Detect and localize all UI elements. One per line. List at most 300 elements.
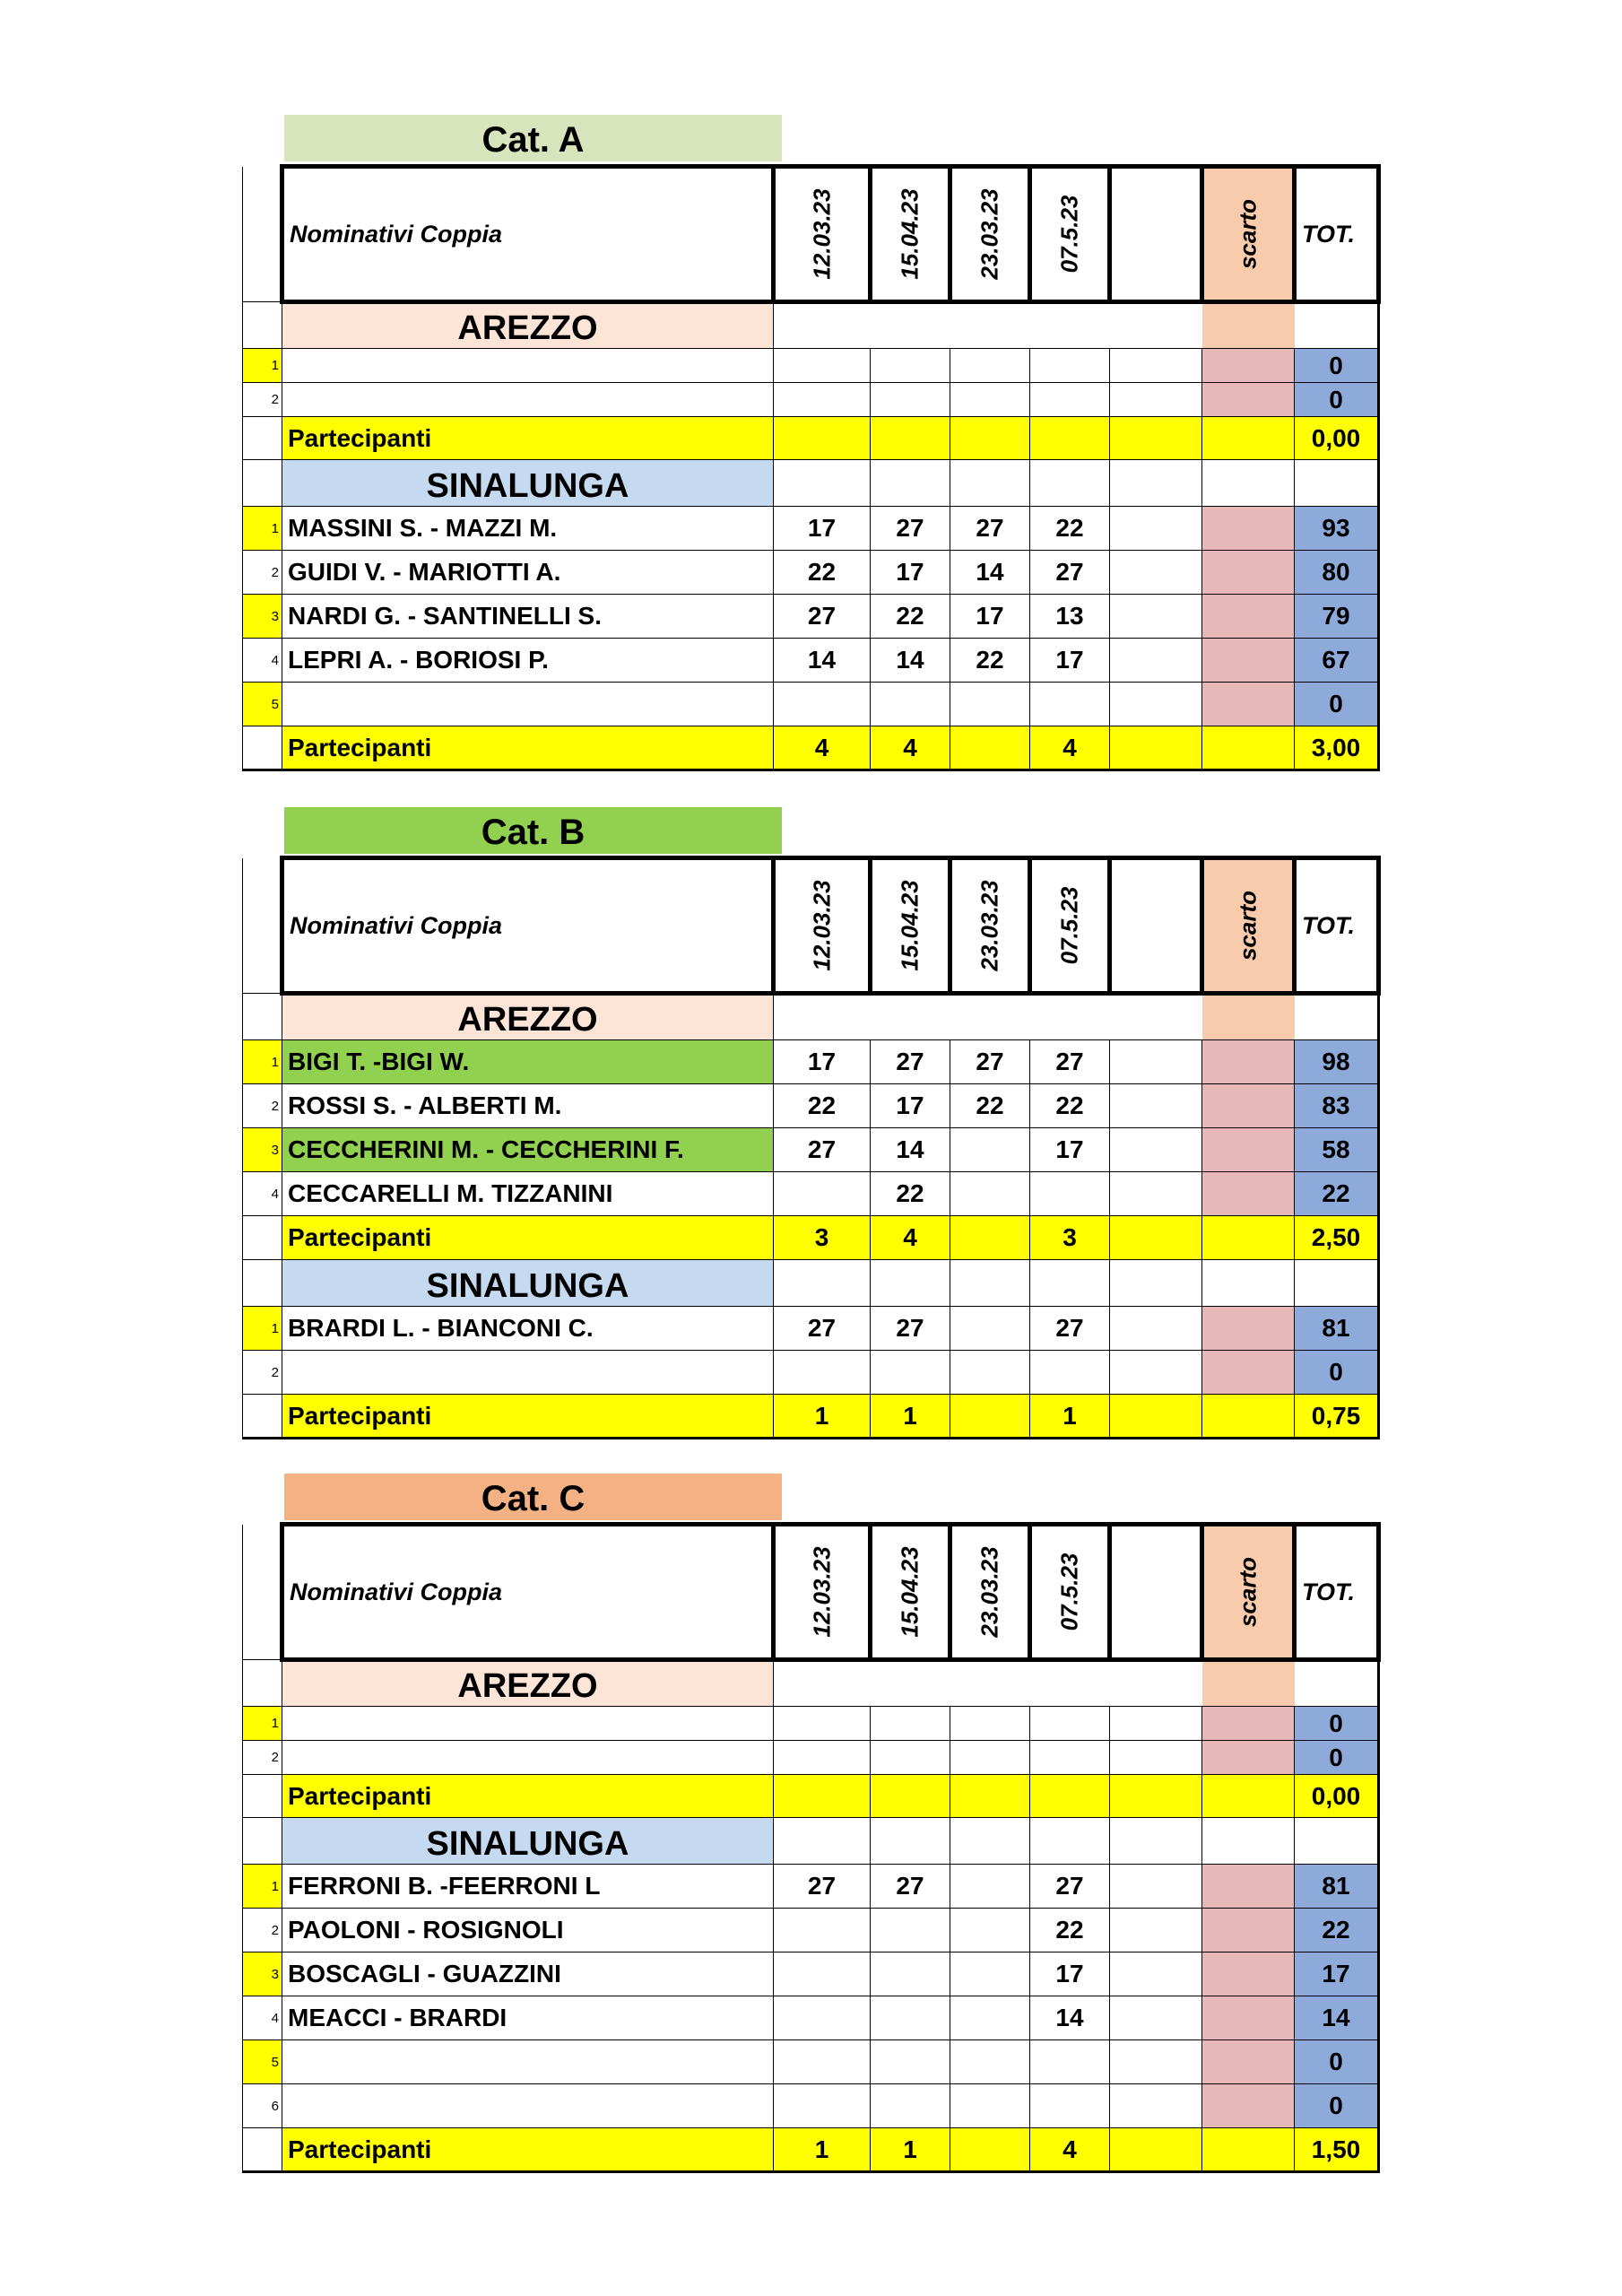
scarto-cell [1202, 1216, 1295, 1260]
row-number-cell [243, 460, 282, 507]
row-number: 4 [243, 1172, 282, 1216]
row-number-cell [243, 417, 282, 460]
scarto-cell [1202, 507, 1295, 551]
pair-name: BOSCAGLI - GUAZZINI [282, 1952, 774, 1996]
participant-total: 0,75 [1295, 1395, 1379, 1439]
tot-column-header: TOT. [1295, 1525, 1379, 1660]
pair-name [282, 1351, 774, 1395]
scarto-cell [1202, 1660, 1295, 1707]
score-cell: 27 [774, 1307, 871, 1351]
empty-cell [1110, 994, 1202, 1040]
group-name: SINALUNGA [282, 1818, 774, 1865]
empty-cell [774, 1260, 871, 1307]
score-cell [950, 383, 1030, 417]
category-table [242, 164, 1381, 771]
score-cell [871, 2040, 950, 2084]
scarto-cell [1202, 639, 1295, 683]
row-number-cell [243, 1775, 282, 1818]
tot-cell [1295, 1818, 1379, 1865]
score-cell [1110, 683, 1202, 726]
scarto-column-header [1202, 167, 1295, 302]
empty-cell [950, 1818, 1030, 1865]
empty-cell [1030, 1818, 1110, 1865]
score-cell [1110, 551, 1202, 595]
participant-count [774, 1775, 871, 1818]
score-cell [1030, 1172, 1110, 1216]
score-cell: 27 [950, 1040, 1030, 1084]
score-cell [1110, 1909, 1202, 1952]
total-cell: 22 [1295, 1909, 1379, 1952]
scarto-cell [1202, 1395, 1295, 1439]
pair-name [282, 1741, 774, 1775]
participant-count: 4 [774, 726, 871, 770]
score-cell [1110, 1952, 1202, 1996]
score-cell: 27 [871, 1307, 950, 1351]
category-title: Cat. B [284, 807, 782, 854]
participant-count: 4 [1030, 726, 1110, 770]
score-cell: 22 [871, 595, 950, 639]
category-title: Cat. C [284, 1474, 782, 1520]
pair-name: GUIDI V. - MARIOTTI A. [282, 551, 774, 595]
date-label: 12.03.23 [808, 1546, 835, 1638]
participant-count: 1 [774, 1395, 871, 1439]
participant-count [1110, 1395, 1202, 1439]
row-number-cell [243, 1660, 282, 1707]
group-header-row [243, 1818, 1379, 1865]
table-row [243, 1952, 1379, 1996]
empty-cell [950, 302, 1030, 349]
scarto-cell [1202, 595, 1295, 639]
scarto-cell [1202, 1128, 1295, 1172]
score-cell [774, 2084, 871, 2128]
date-column-header [950, 858, 1030, 994]
tot-cell [1295, 302, 1379, 349]
date-label: 07.5.23 [1055, 886, 1083, 965]
name-column-header: Nominativi Coppia [282, 167, 774, 302]
date-label: 12.03.23 [808, 188, 835, 280]
scarto-cell [1202, 1865, 1295, 1909]
score-cell: 17 [1030, 639, 1110, 683]
participant-count [1110, 726, 1202, 770]
empty-cell [1110, 460, 1202, 507]
score-cell: 22 [1030, 507, 1110, 551]
empty-cell [1110, 302, 1202, 349]
group-name: AREZZO [282, 1660, 774, 1707]
empty-cell [871, 1818, 950, 1865]
score-cell [774, 1996, 871, 2040]
row-number-cell [243, 1395, 282, 1439]
score-cell [1110, 1351, 1202, 1395]
score-cell [774, 1909, 871, 1952]
participant-count: 1 [871, 2128, 950, 2172]
row-number: 3 [243, 1952, 282, 1996]
score-cell: 14 [871, 1128, 950, 1172]
score-cell [774, 349, 871, 383]
row-number: 1 [243, 1040, 282, 1084]
row-number-cell [243, 994, 282, 1040]
table-row [243, 2084, 1379, 2128]
total-cell: 0 [1295, 683, 1379, 726]
participant-count [1030, 417, 1110, 460]
score-cell [950, 1865, 1030, 1909]
scarto-label: scarto [1234, 1556, 1262, 1628]
score-cell [1110, 1865, 1202, 1909]
empty-cell [774, 302, 871, 349]
score-cell: 17 [1030, 1952, 1110, 1996]
row-number-header [243, 167, 282, 302]
row-number: 1 [243, 1865, 282, 1909]
scarto-cell [1202, 2128, 1295, 2172]
table-row [243, 507, 1379, 551]
empty-cell [871, 994, 950, 1040]
score-cell: 22 [774, 551, 871, 595]
participant-count [950, 1775, 1030, 1818]
participant-count [1030, 1775, 1110, 1818]
score-cell: 27 [774, 595, 871, 639]
participant-count [950, 1216, 1030, 1260]
participant-count [871, 417, 950, 460]
score-cell: 27 [871, 1865, 950, 1909]
table-row [243, 1307, 1379, 1351]
score-cell: 27 [950, 507, 1030, 551]
partecipanti-row [243, 726, 1379, 770]
participant-count [950, 2128, 1030, 2172]
participant-count: 1 [871, 1395, 950, 1439]
category-title: Cat. A [284, 115, 782, 161]
score-cell: 27 [1030, 1307, 1110, 1351]
date-label: 15.04.23 [896, 1546, 924, 1638]
scarto-column-header [1202, 858, 1295, 994]
table-row [243, 1040, 1379, 1084]
group-name: SINALUNGA [282, 1260, 774, 1307]
score-cell [950, 349, 1030, 383]
table-row [243, 2040, 1379, 2084]
score-cell [1030, 683, 1110, 726]
total-cell: 0 [1295, 1351, 1379, 1395]
date-label: 12.03.23 [808, 880, 835, 971]
score-cell: 17 [774, 1040, 871, 1084]
score-cell [774, 383, 871, 417]
row-number: 1 [243, 507, 282, 551]
participant-count: 4 [871, 1216, 950, 1260]
score-cell [871, 1351, 950, 1395]
empty-cell [774, 460, 871, 507]
date-label: 15.04.23 [896, 188, 924, 280]
scarto-cell [1202, 1351, 1295, 1395]
score-cell [774, 1741, 871, 1775]
row-number-cell [243, 302, 282, 349]
participant-count [950, 726, 1030, 770]
empty-cell [774, 1818, 871, 1865]
scarto-label: scarto [1234, 890, 1262, 961]
score-cell [950, 1707, 1030, 1741]
empty-cell [1030, 460, 1110, 507]
table-row [243, 349, 1379, 383]
score-cell [950, 1909, 1030, 1952]
score-cell [1110, 2040, 1202, 2084]
date-label: 23.03.23 [976, 1546, 1003, 1638]
date-column-header [1030, 167, 1110, 302]
scarto-cell [1202, 994, 1295, 1040]
score-cell: 13 [1030, 595, 1110, 639]
score-cell [871, 1909, 950, 1952]
row-number: 2 [243, 383, 282, 417]
score-cell [1110, 1307, 1202, 1351]
participant-total: 3,00 [1295, 726, 1379, 770]
total-cell: 79 [1295, 595, 1379, 639]
score-cell: 17 [950, 595, 1030, 639]
score-cell [1030, 2084, 1110, 2128]
empty-cell [871, 302, 950, 349]
participant-total: 0,00 [1295, 417, 1379, 460]
total-cell: 67 [1295, 639, 1379, 683]
score-cell [1110, 507, 1202, 551]
total-cell: 14 [1295, 1996, 1379, 2040]
participant-count: 4 [871, 726, 950, 770]
scarto-cell [1202, 1996, 1295, 2040]
score-cell: 27 [1030, 551, 1110, 595]
scarto-cell [1202, 1260, 1295, 1307]
table-row [243, 639, 1379, 683]
partecipanti-label: Partecipanti [282, 2128, 774, 2172]
participant-count: 4 [1030, 2128, 1110, 2172]
row-number: 1 [243, 1707, 282, 1741]
row-number: 2 [243, 1084, 282, 1128]
row-number: 1 [243, 1307, 282, 1351]
header-row [243, 858, 1379, 994]
score-cell: 14 [774, 639, 871, 683]
total-cell: 0 [1295, 349, 1379, 383]
pair-name [282, 349, 774, 383]
empty-cell [871, 1660, 950, 1707]
partecipanti-row [243, 1395, 1379, 1439]
date-label: 07.5.23 [1055, 195, 1083, 274]
group-name: AREZZO [282, 994, 774, 1040]
table-row [243, 1865, 1379, 1909]
score-cell [950, 1996, 1030, 2040]
scarto-cell [1202, 2084, 1295, 2128]
scarto-cell [1202, 1775, 1295, 1818]
total-cell: 0 [1295, 2040, 1379, 2084]
pair-name: MEACCI - BRARDI [282, 1996, 774, 2040]
extra-column-header [1110, 1525, 1202, 1660]
row-number: 2 [243, 551, 282, 595]
partecipanti-label: Partecipanti [282, 417, 774, 460]
extra-column-header [1110, 858, 1202, 994]
participant-count [1110, 1775, 1202, 1818]
scarto-cell [1202, 1040, 1295, 1084]
scarto-cell [1202, 2040, 1295, 2084]
table-row [243, 1996, 1379, 2040]
date-column-header [774, 858, 871, 994]
category-table [242, 1522, 1381, 2173]
row-number: 1 [243, 349, 282, 383]
score-cell [774, 1172, 871, 1216]
scarto-cell [1202, 349, 1295, 383]
score-cell [774, 1952, 871, 1996]
score-cell [950, 1351, 1030, 1395]
participant-count [1110, 1216, 1202, 1260]
score-cell: 22 [1030, 1909, 1110, 1952]
score-cell: 22 [950, 639, 1030, 683]
score-cell: 22 [950, 1084, 1030, 1128]
total-cell: 0 [1295, 1741, 1379, 1775]
category-table [242, 856, 1381, 1439]
participant-count [950, 1395, 1030, 1439]
group-header-row [243, 1660, 1379, 1707]
group-name: AREZZO [282, 302, 774, 349]
pair-name: MASSINI S. - MAZZI M. [282, 507, 774, 551]
total-cell: 0 [1295, 383, 1379, 417]
pair-name: CECCHERINI M. - CECCHERINI F. [282, 1128, 774, 1172]
score-cell [871, 1707, 950, 1741]
score-cell [871, 349, 950, 383]
total-cell: 93 [1295, 507, 1379, 551]
score-cell [1110, 595, 1202, 639]
score-cell: 27 [1030, 1040, 1110, 1084]
score-cell [1110, 383, 1202, 417]
score-cell [871, 1996, 950, 2040]
table-row [243, 383, 1379, 417]
score-cell [871, 683, 950, 726]
tot-cell [1295, 994, 1379, 1040]
scarto-cell [1202, 1952, 1295, 1996]
table-row [243, 1128, 1379, 1172]
scarto-cell [1202, 726, 1295, 770]
row-number: 2 [243, 1909, 282, 1952]
date-column-header [871, 1525, 950, 1660]
score-cell [1030, 1351, 1110, 1395]
pair-name: ROSSI S. - ALBERTI M. [282, 1084, 774, 1128]
date-column-header [774, 1525, 871, 1660]
score-cell: 27 [1030, 1865, 1110, 1909]
scarto-cell [1202, 1172, 1295, 1216]
row-number: 3 [243, 1128, 282, 1172]
pair-name: NARDI G. - SANTINELLI S. [282, 595, 774, 639]
row-number: 3 [243, 595, 282, 639]
date-label: 23.03.23 [976, 188, 1003, 280]
score-cell [871, 1741, 950, 1775]
score-cell [1030, 349, 1110, 383]
empty-cell [1030, 1260, 1110, 1307]
participant-count [1110, 2128, 1202, 2172]
tot-column-header: TOT. [1295, 167, 1379, 302]
header-row [243, 1525, 1379, 1660]
score-cell [774, 2040, 871, 2084]
scarto-cell [1202, 1818, 1295, 1865]
date-column-header [950, 167, 1030, 302]
scarto-label: scarto [1234, 198, 1262, 270]
total-cell: 0 [1295, 1707, 1379, 1741]
score-cell [1110, 349, 1202, 383]
score-cell [1110, 1084, 1202, 1128]
score-cell [1110, 639, 1202, 683]
row-number: 2 [243, 1741, 282, 1775]
date-column-header [1030, 1525, 1110, 1660]
table-row [243, 1351, 1379, 1395]
scarto-cell [1202, 417, 1295, 460]
participant-count: 3 [1030, 1216, 1110, 1260]
scarto-cell [1202, 1741, 1295, 1775]
empty-cell [950, 1660, 1030, 1707]
tot-cell [1295, 460, 1379, 507]
group-header-row [243, 1260, 1379, 1307]
pair-name: FERRONI B. -FEERRONI L [282, 1865, 774, 1909]
pair-name: BRARDI L. - BIANCONI C. [282, 1307, 774, 1351]
empty-cell [871, 460, 950, 507]
score-cell [1110, 2084, 1202, 2128]
score-cell: 14 [871, 639, 950, 683]
empty-cell [1030, 1660, 1110, 1707]
scarto-cell [1202, 302, 1295, 349]
table-row [243, 1909, 1379, 1952]
empty-cell [1030, 302, 1110, 349]
score-cell: 22 [774, 1084, 871, 1128]
empty-cell [1110, 1818, 1202, 1865]
score-cell: 27 [871, 507, 950, 551]
participant-total: 1,50 [1295, 2128, 1379, 2172]
row-number-cell [243, 1260, 282, 1307]
date-column-header [1030, 858, 1110, 994]
pair-name [282, 2040, 774, 2084]
participant-count [950, 417, 1030, 460]
row-number-header [243, 1525, 282, 1660]
row-number: 4 [243, 639, 282, 683]
score-cell: 17 [871, 551, 950, 595]
empty-cell [950, 1260, 1030, 1307]
extra-column-header [1110, 167, 1202, 302]
pair-name: PAOLONI - ROSIGNOLI [282, 1909, 774, 1952]
partecipanti-label: Partecipanti [282, 726, 774, 770]
total-cell: 83 [1295, 1084, 1379, 1128]
total-cell: 17 [1295, 1952, 1379, 1996]
row-number-cell [243, 2128, 282, 2172]
tot-cell [1295, 1260, 1379, 1307]
group-name: SINALUNGA [282, 460, 774, 507]
score-cell: 27 [774, 1128, 871, 1172]
pair-name [282, 2084, 774, 2128]
score-cell [1030, 2040, 1110, 2084]
date-column-header [871, 167, 950, 302]
score-cell [871, 383, 950, 417]
partecipanti-row [243, 2128, 1379, 2172]
partecipanti-label: Partecipanti [282, 1395, 774, 1439]
empty-cell [774, 1660, 871, 1707]
scarto-cell [1202, 1084, 1295, 1128]
pair-name [282, 683, 774, 726]
score-cell: 22 [1030, 1084, 1110, 1128]
scarto-cell [1202, 1307, 1295, 1351]
participant-count: 3 [774, 1216, 871, 1260]
date-label: 15.04.23 [896, 880, 924, 971]
pair-name [282, 383, 774, 417]
score-cell [1030, 1707, 1110, 1741]
score-cell [950, 2084, 1030, 2128]
score-cell: 14 [1030, 1996, 1110, 2040]
score-cell [1110, 1128, 1202, 1172]
score-cell [950, 2040, 1030, 2084]
score-cell [774, 683, 871, 726]
empty-cell [950, 460, 1030, 507]
tot-cell [1295, 1660, 1379, 1707]
scarto-cell [1202, 460, 1295, 507]
table-row [243, 1172, 1379, 1216]
date-column-header [950, 1525, 1030, 1660]
date-label: 07.5.23 [1055, 1552, 1083, 1631]
table-row [243, 595, 1379, 639]
pair-name [282, 1707, 774, 1741]
score-cell: 17 [774, 507, 871, 551]
